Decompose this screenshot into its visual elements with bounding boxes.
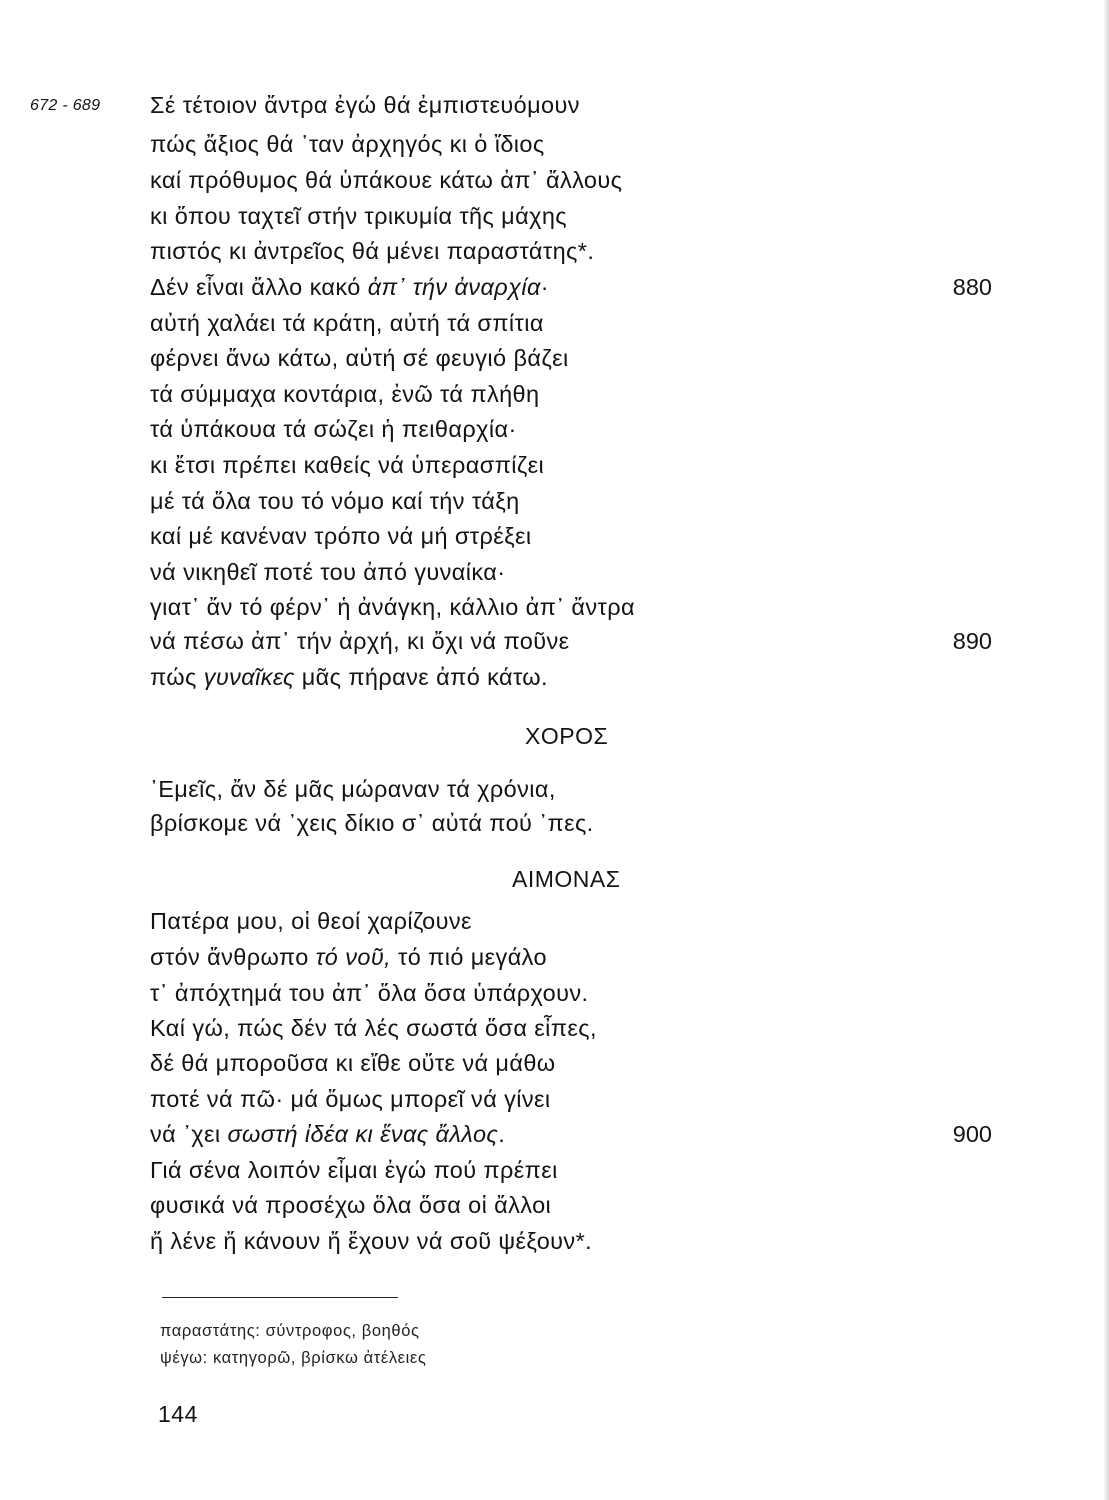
verse-line: τ᾿ ἀπόχτημά του ἀπ᾿ ὅλα ὅσα ὑπάρχουν. (150, 980, 589, 1006)
footnote: ψέγω: κατηγορῶ, βρίσκω ἀτέλειες (160, 1349, 427, 1367)
footnote-rule (162, 1297, 398, 1298)
verse-line: πώς ἄξιος θά ᾿ταν ἀρχηγός κι ὁ ἴδιος (150, 131, 545, 157)
verse-line: ᾿Εμεῖς, ἄν δέ μᾶς μώραναν τά χρόνια, (150, 776, 556, 802)
verse-text: · (540, 274, 550, 300)
verse-emphasis: γυναῖκες (203, 664, 295, 690)
verse-line: τά ὑπάκουα τά σώζει ἡ πειθαρχία· (150, 416, 517, 442)
speaker-chorus: ΧΟΡΟΣ (525, 723, 609, 749)
verse-line (150, 940, 547, 975)
verse-line: καί μέ κανέναν τρόπο νά μή στρέξει (150, 523, 532, 549)
verse-line: Πατέρα μου, οἱ θεοί χαρίζουνε (150, 908, 472, 934)
line-number-900: 900 (952, 1121, 992, 1147)
verse-text: στόν ἄνθρωπο (150, 944, 316, 970)
verse-emphasis: ἀπ᾿ τήν ἀναρχία (367, 274, 541, 300)
verse-line: Σέ τέτοιον ἄντρα ἐγώ θά ἐμπιστευόμουν (150, 92, 580, 118)
verse-text: πώς (150, 664, 204, 690)
verse-line: φυσικά νά προσέχω ὅλα ὅσα οἱ ἄλλοι (150, 1192, 552, 1218)
verse-text: Δέν εἶναι ἄλλο κακό (150, 274, 368, 300)
verse-line (150, 270, 549, 305)
verse-text: νά ᾿χει (150, 1121, 228, 1147)
verse-line (150, 1117, 505, 1152)
verse-line: δέ θά μποροῦσα κι εἴθε οὔτε νά μάθω (150, 1050, 556, 1076)
verse-line: φέρνει ἄνω κάτω, αὐτή σέ φευγιό βάζει (150, 345, 569, 371)
speaker-haemon: ΑΙΜΟΝΑΣ (512, 866, 621, 892)
page-edge (1103, 0, 1109, 1500)
verse-text: τό πιό μεγάλο (391, 944, 547, 970)
verse-line: καί πρόθυμος θά ὑπάκουε κάτω ἀπ᾿ ἄλλους (150, 167, 623, 193)
verse-line: κι ἔτσι πρέπει καθείς νά ὑπερασπίζει (150, 452, 545, 478)
verse-line (150, 660, 548, 695)
verse-line: βρίσκομε νά ᾿χεις δίκιο σ᾿ αὐτά πού ᾿πες. (150, 810, 594, 836)
verse-line: Γιά σένα λοιπόν εἶμαι ἐγώ πού πρέπει (150, 1157, 558, 1183)
page-number: 144 (158, 1401, 198, 1427)
verse-range-label: 672 - 689 (30, 97, 101, 114)
verse-line: Καί γώ, πώς δέν τά λές σωστά ὅσα εἶπες, (150, 1015, 597, 1041)
verse-text: μᾶς πήρανε ἀπό κάτω. (294, 664, 548, 690)
verse-line: νά πέσω ἀπ᾿ τήν ἀρχή, κι ὄχι νά ποῦνε (150, 628, 570, 654)
verse-line: ποτέ νά πῶ· μά ὅμως μπορεῖ νά γίνει (150, 1086, 551, 1112)
footnote: παραστάτης: σύντροφος, βοηθός (160, 1322, 420, 1340)
verse-line: γιατ᾿ ἄν τό φέρν᾿ ἡ ἀνάγκη, κάλλιο ἀπ᾿ ἄντρα (150, 594, 635, 620)
verse-emphasis: σωστή ἰδέα κι ἕνας ἄλλος (227, 1121, 499, 1147)
verse-emphasis: τό νοῦ, (315, 944, 392, 970)
verse-line: αὐτή χαλάει τά κράτη, αὐτή τά σπίτια (150, 310, 544, 336)
verse-line: κι ὅπου ταχτεῖ στήν τρικυμία τῆς μάχης (150, 203, 568, 229)
verse-line: ἤ λένε ἤ κάνουν ἤ ἔχουν νά σοῦ ψέξουν*. (150, 1228, 593, 1254)
line-number-890: 890 (952, 628, 992, 654)
verse-line: μέ τά ὅλα του τό νόμο καί τήν τάξη (150, 488, 520, 514)
verse-line: τά σύμμαχα κοντάρια, ἐνῶ τά πλήθη (150, 381, 540, 407)
verse-line: νά νικηθεῖ ποτέ του ἀπό γυναίκα· (150, 559, 506, 585)
line-number-880: 880 (952, 274, 992, 300)
verse-line: πιστός κι ἀντρεῖος θά μένει παραστάτης*. (150, 238, 595, 264)
verse-text: . (498, 1121, 506, 1147)
